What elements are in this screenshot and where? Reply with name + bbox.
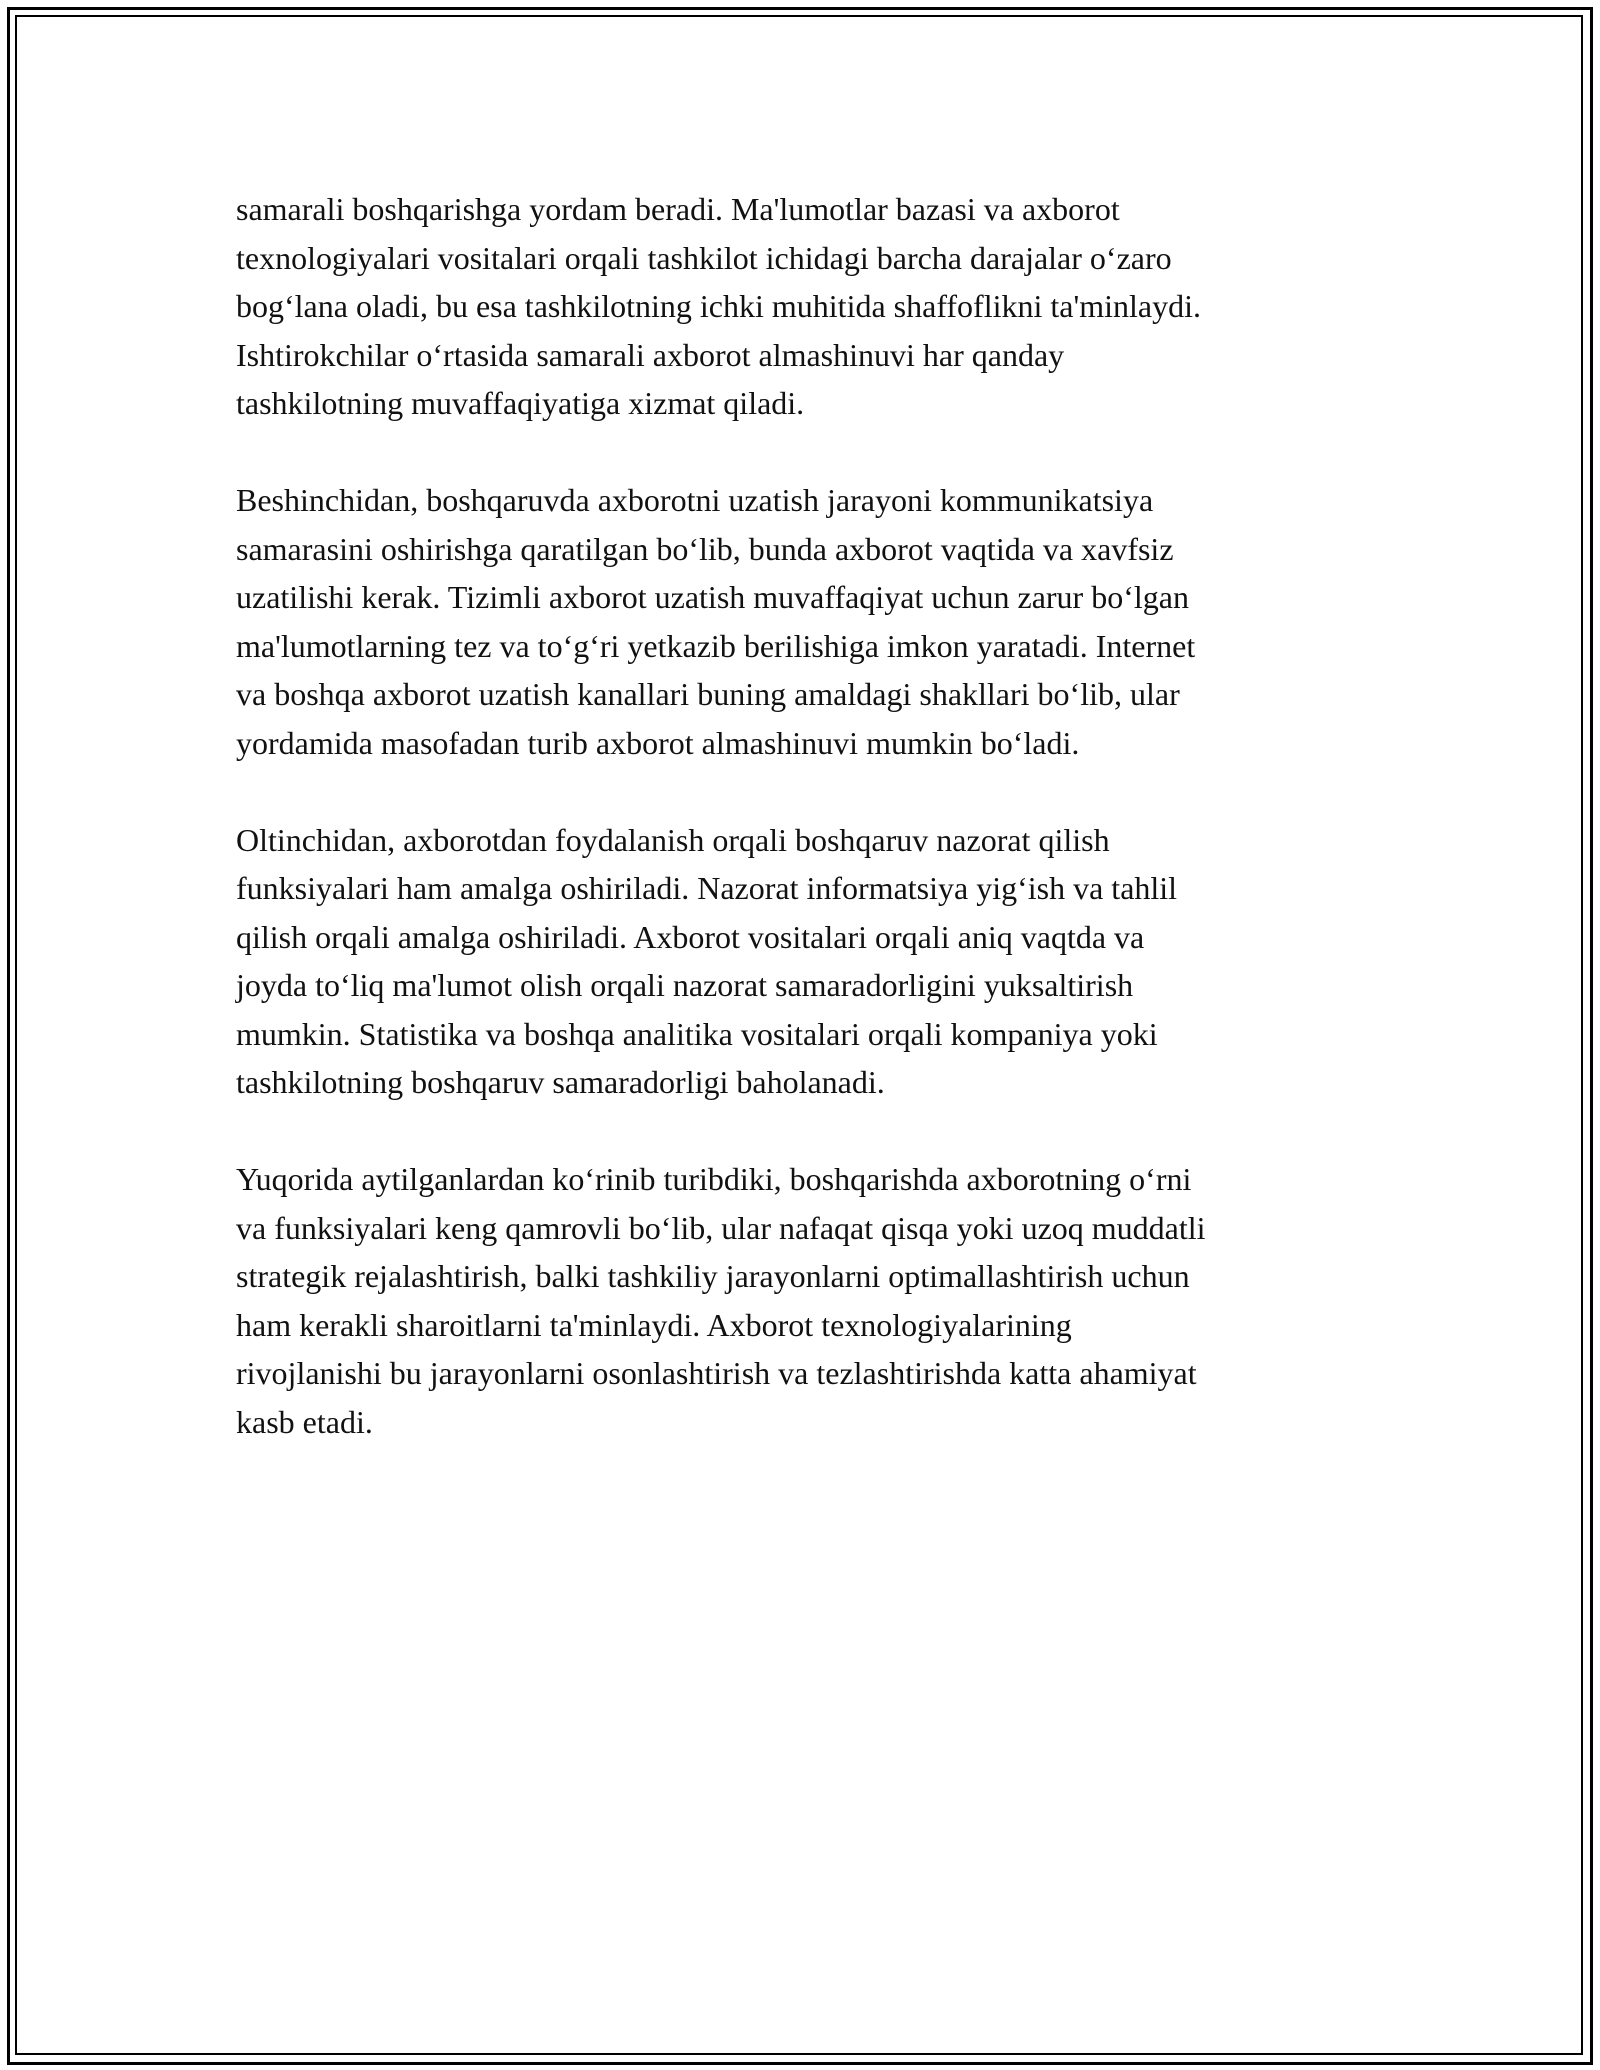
document-body — [236, 185, 1356, 1446]
paragraph-1: samarali boshqarishga yordam beradi. Ma'lumotlar bazasi va axborot texnologiyalari vositalari orqali tashkilot ichidagi barcha darajalar o‘zaro bog‘lana oladi, bu esa tashkilotning ichki muhitida shaffoflikni ta'minlaydi. Ishtirokchilar o‘rtasida samarali axborot almashinuvi har qanday tashkilotning muvaffaqiyatiga xizmat qiladi. — [236, 191, 1201, 421]
paragraph-4: Yuqorida aytilganlardan ko‘rinib turibdiki, boshqarishda axborotning o‘rni va funksiyalari keng qamrovli bo‘lib, ular nafaqat qisqa yoki uzoq muddatli strategik rejalashtirish, balki tashkiliy jarayonlarni optimallashtirish uchun ham kerakli sharoitlarni ta'minlaydi. Axborot texnologiyalarining rivojlanishi bu jarayonlarni osonlashtirish va tezlashtirishda katta ahamiyat kasb etadi. — [236, 1161, 1206, 1440]
paragraph-3: Oltinchidan, axborotdan foydalanish orqali boshqaruv nazorat qilish funksiyalari ham amalga oshiriladi. Nazorat informatsiya yig‘ish va tahlil qilish orqali amalga oshiriladi. Axborot vositalari orqali aniq vaqtda va joyda to‘liq ma'lumot olish orqali nazorat samaradorligini yuksaltirish mumkin. Statistika va boshqa analitika vositalari orqali kompaniya yoki tashkilotning boshqaruv samaradorligi baholanadi. — [236, 821, 1178, 1100]
paragraph-2: Beshinchidan, boshqaruvda axborotni uzatish jarayoni kommunikatsiya samarasini oshirishga qaratilgan bo‘lib, bunda axborot vaqtida va xavfsiz uzatilishi kerak. Tizimli axborot uzatish muvaffaqiyat uchun zarur bo‘lgan ma'lumotlarning tez va to‘g‘ri yetkazib berilishiga imkon yaratadi. Internet va boshqa axborot uzatish kanallari buning amaldagi shakllari bo‘lib, ular yordamida masofadan turib axborot almashinuvi mumkin bo‘ladi. — [236, 482, 1196, 761]
